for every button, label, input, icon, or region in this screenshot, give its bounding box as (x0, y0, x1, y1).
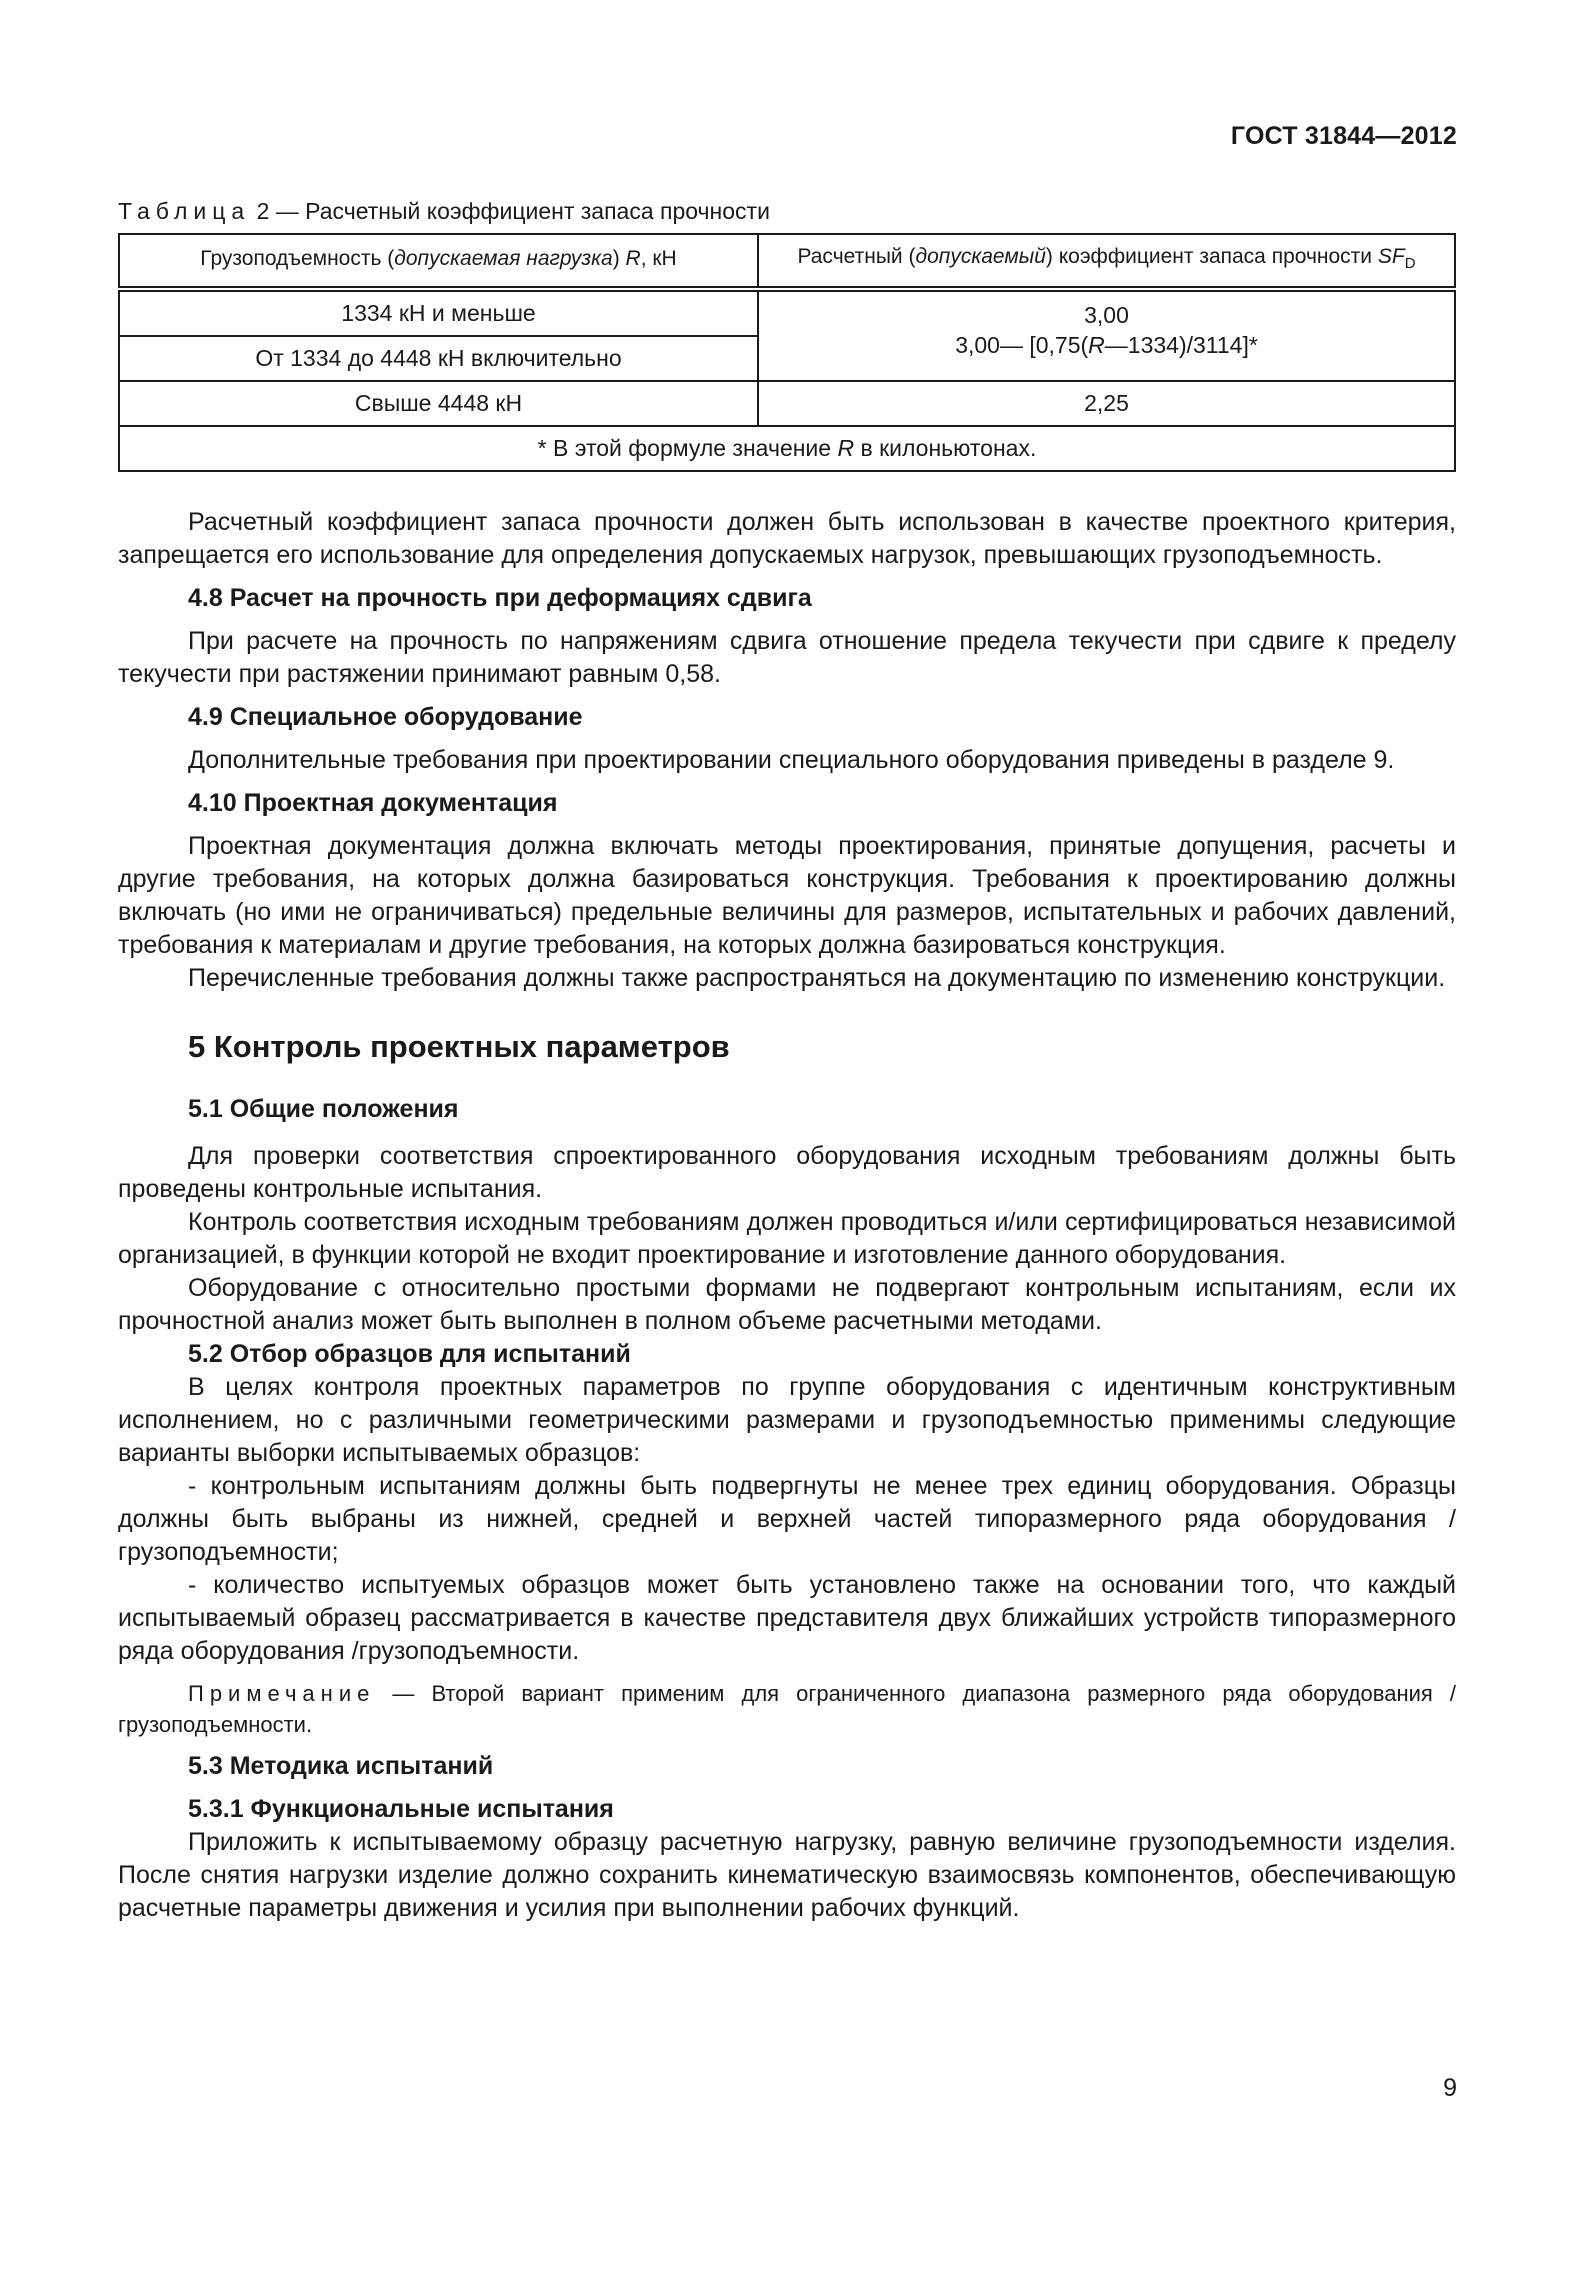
table-cell-merged (758, 289, 1455, 381)
formula-text: 3,00— [0,75( (955, 332, 1089, 359)
section-heading: 5.2 Отбор образцов для испытаний (188, 1340, 631, 1369)
section-heading: 4.10 Проектная документация (188, 789, 558, 818)
formula-text: —1334)/3114]* (1104, 332, 1258, 359)
table-footnote-row (119, 426, 1455, 471)
section-heading: 4.9 Специальное оборудование (188, 703, 583, 732)
header-variable: SF (1377, 245, 1405, 268)
section-heading: 5.3 Методика испытаний (188, 1752, 494, 1781)
paragraph: Расчетный коэффициент запаса прочности должен быть использован в качестве проектного критерия, запрещается его использование для определения допускаемых нагрузок, превышающих грузоподъемность. (118, 508, 1456, 570)
header-text: Расчетный ( (797, 245, 916, 268)
formula-variable: R (1088, 332, 1105, 359)
table-caption (118, 198, 1456, 225)
header-italic: допускаемый (915, 245, 1046, 268)
header-variable: R (625, 246, 641, 270)
header-text: ) коэффициент запаса прочности (1045, 245, 1378, 268)
list-item: - количество испытуемых образцов может быть установлено также на основании того, что каждый испытываемый образец рассматривается в качестве представителя двух ближайших устройств типоразмерного ряда оборудования /грузоподъемности. (118, 1571, 1456, 1666)
subsection-heading: 5.3.1 Функциональные испытания (188, 1795, 614, 1824)
note-text: — Второй вариант применим для ограниченного диапазона размерного ряда оборудования /грузоподъемности. (118, 1681, 1456, 1738)
section-heading: 5.1 Общие положения (188, 1095, 459, 1124)
table-caption-text: 2 — Расчетный коэффициент запаса прочности (250, 198, 770, 224)
footnote-text: * В этой формуле значение (537, 435, 838, 462)
footnote-variable: R (837, 435, 855, 462)
table-row (119, 289, 1455, 336)
table-cell: Свыше 4448 кН (119, 381, 758, 426)
table-cell-formula (769, 330, 1444, 360)
paragraph: Приложить к испытываемому образцу расчетную нагрузку, равную величине грузоподъемности изделия. После снятия нагрузки изделие должно сохранить кинематическую взаимосвязь компонентов, обеспечивающую расчетные параметры движения и усилия при выполнении рабочих функций. (118, 1828, 1456, 1923)
table-footnote (119, 426, 1455, 471)
note (118, 1678, 1456, 1740)
table-cell: От 1334 до 4448 кН включительно (119, 336, 758, 381)
paragraph: Перечисленные требования должны также распространяться на документацию по изменению конструкции. (188, 964, 1446, 993)
header-text: ) (612, 246, 626, 270)
header-subscript: D (1404, 255, 1416, 273)
header-text: , кН (640, 246, 677, 270)
table-caption-label: Таблица (118, 198, 251, 224)
header-text: Грузоподъемность ( (200, 246, 395, 270)
note-label: Примечание (188, 1681, 376, 1707)
header-italic: допускаемая нагрузка (394, 246, 613, 270)
page-content (118, 198, 1456, 1925)
safety-factor-table (118, 233, 1456, 472)
paragraph: Для проверки соответствия спроектированного оборудования исходным требованиям должны быть проведены контрольные испытания. (118, 1142, 1456, 1204)
table-cell-value: 3,00 (1084, 302, 1129, 329)
footnote-text: в килоньютонах. (854, 435, 1037, 462)
paragraph: Дополнительные требования при проектировании специального оборудования приведены в разделе 9. (188, 746, 1395, 775)
list-item: - контрольным испытаниям должны быть подвергнуты не менее трех единиц оборудования. Образцы должны быть выбраны из нижней, средней и верхней частей типоразмерного ряда оборудования /грузоподъемности; (118, 1472, 1456, 1567)
table-cell: 1334 кН и меньше (119, 289, 758, 336)
paragraph: Проектная документация должна включать методы проектирования, принятые допущения, расчеты и другие требования, на которых должна базироваться конструкция. Требования к проектированию должны включать (но ими не ограничиваться) предельные величины для размеров, испытательных и рабочих давлений, требования к материалам и другие требования, на которых должна базироваться конструкция. (118, 832, 1456, 960)
section-heading: 4.8 Расчет на прочность при деформациях сдвига (188, 584, 812, 613)
chapter-heading: 5 Контроль проектных параметров (188, 1029, 730, 1065)
table-row (119, 381, 1455, 426)
table-header-factor (758, 234, 1455, 289)
paragraph: При расчете на прочность по напряжениям сдвига отношение предела текучести при сдвиге к пределу текучести при растяжении принимают равным 0,58. (118, 627, 1456, 689)
page-number: 9 (1443, 2074, 1457, 2102)
paragraph: В целях контроля проектных параметров по группе оборудования с идентичным конструктивным исполнением, но с различными геометрическими размерами и грузоподъемностью применимы следующие варианты выборки испытываемых образцов: (118, 1373, 1456, 1468)
paragraph: Контроль соответствия исходным требованиям должен проводиться и/или сертифицироваться независимой организацией, в функции которой не входит проектирование и изготовление данного оборудования. (118, 1208, 1456, 1270)
table-header-capacity (119, 234, 758, 289)
table-header-row (119, 234, 1455, 289)
document-code: ГОСТ 31844—2012 (1230, 122, 1457, 150)
table-cell: 2,25 (758, 381, 1455, 426)
paragraph: Оборудование с относительно простыми формами не подвергают контрольным испытаниям, если их прочностной анализ может быть выполнен в полном объеме расчетными методами. (118, 1274, 1456, 1336)
